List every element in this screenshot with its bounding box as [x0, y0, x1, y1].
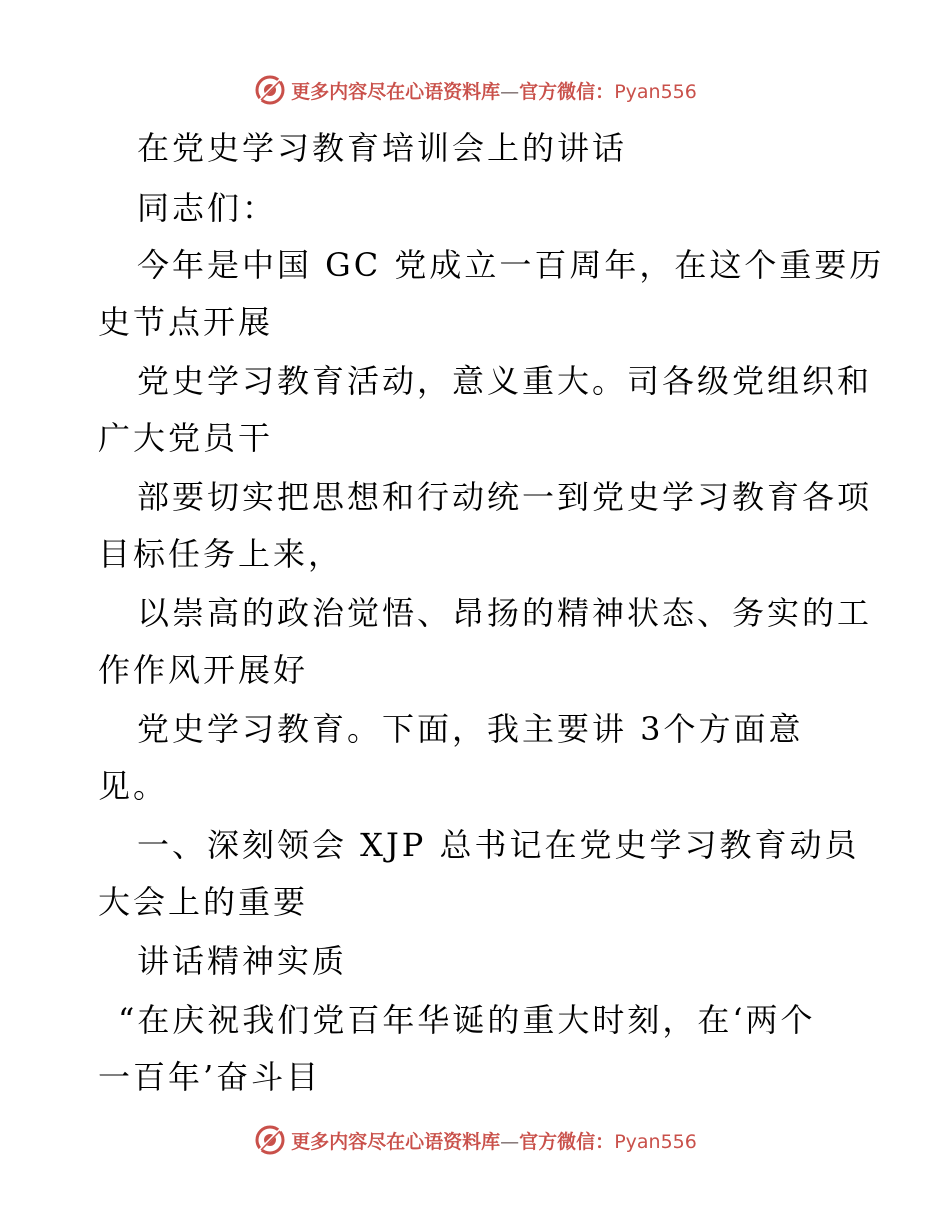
paragraph-line: 见。	[98, 767, 169, 805]
watermark-site-name: 更多内容尽在心语资料库	[291, 80, 501, 103]
paragraph-line: 党史学习教育活动，意义重大。司各级党组织和	[137, 362, 873, 400]
watermark-wechat-id: Pyan556	[614, 80, 697, 103]
watermark-wechat-label: 官方微信：	[519, 80, 615, 103]
header-watermark-banner	[0, 70, 950, 110]
brush-seal-logo-icon	[253, 73, 287, 107]
paragraph-line: 党史学习教育。下面，我主要讲 3个方面意	[137, 710, 804, 748]
paragraph-line: 广大党员干	[98, 419, 274, 457]
footer-watermark-banner	[0, 1120, 950, 1160]
paragraph-line: “在庆祝我们党百年华诞的重大时刻，在‘两个	[118, 1001, 816, 1039]
watermark-site-name: 更多内容尽在心语资料库	[291, 1130, 501, 1153]
watermark-dash: —	[500, 80, 520, 103]
watermark-dash: —	[500, 1130, 520, 1153]
paragraph-line: 史节点开展	[98, 303, 274, 341]
brush-seal-logo-icon	[253, 1123, 287, 1157]
section-heading-line: 讲话精神实质	[137, 942, 348, 980]
paragraph-line: 目标任务上来，	[98, 535, 344, 573]
paragraph-line: 部要切实把思想和行动统一到党史学习教育各项	[137, 478, 873, 516]
watermark-wechat-id: Pyan556	[614, 1130, 697, 1153]
paragraph-line: 一百年’奋斗目	[98, 1058, 322, 1096]
watermark-text	[291, 1127, 697, 1154]
paragraph-line: 今年是中国 GC 党成立一百周年，在这个重要历	[137, 246, 885, 284]
watermark-wechat-label: 官方微信：	[519, 1130, 615, 1153]
salutation: 同志们：	[137, 189, 278, 227]
section-heading-line: 一、深刻领会 XJP 总书记在党史学习教育动员	[137, 826, 860, 864]
speech-title: 在党史学习教育培训会上的讲话	[137, 129, 628, 167]
paragraph-line: 以崇高的政治觉悟、昂扬的精神状态、务实的工	[137, 594, 873, 632]
paragraph-line: 作作风开展好	[98, 651, 309, 689]
section-heading-line: 大会上的重要	[98, 883, 309, 921]
watermark-text	[291, 77, 697, 104]
